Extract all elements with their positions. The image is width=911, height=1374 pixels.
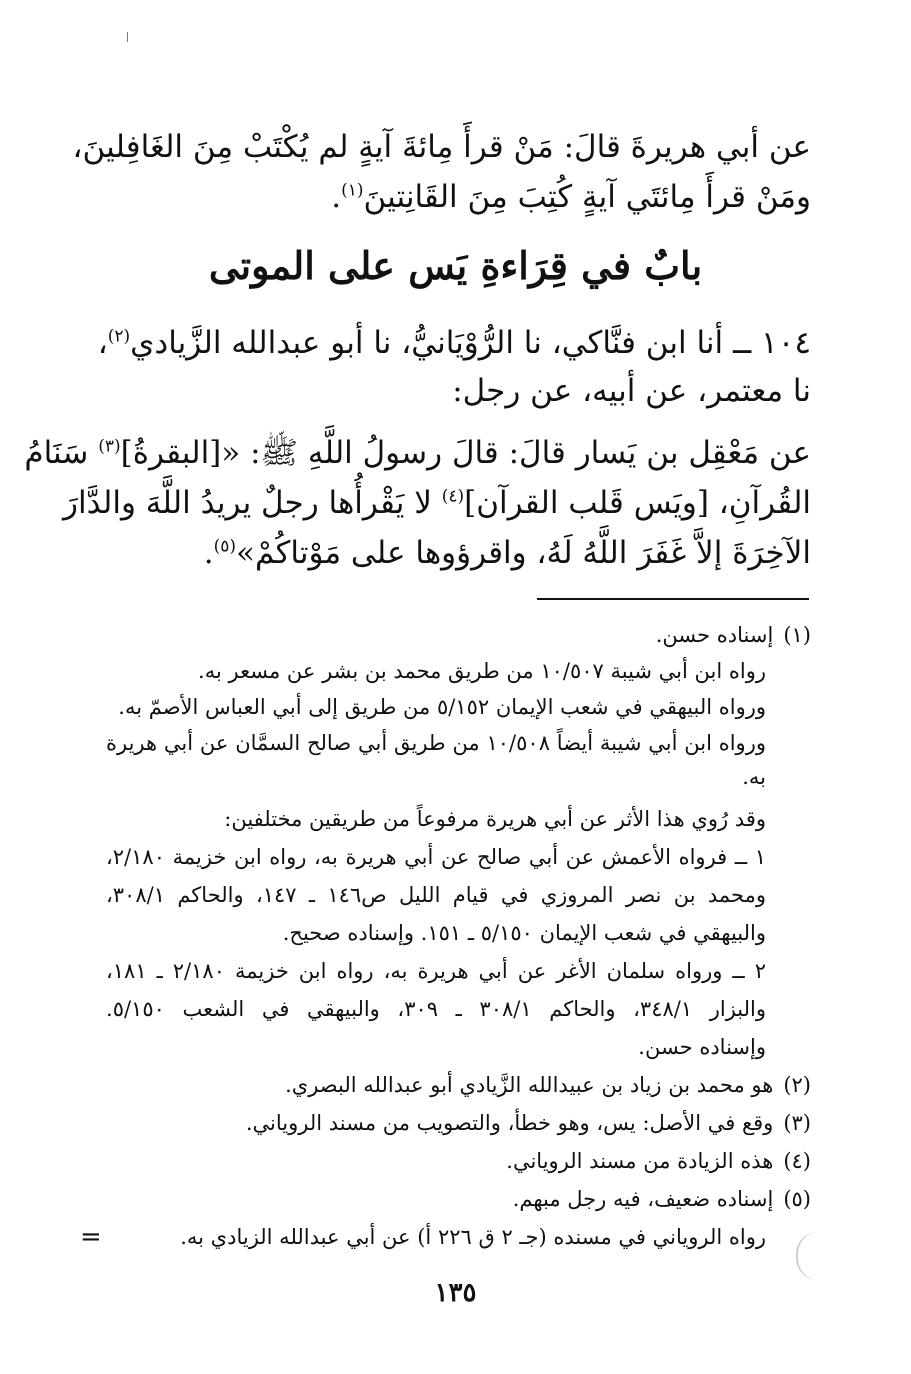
footnote-ref-1[interactable]: (١) bbox=[341, 180, 364, 201]
footnote-1-line: والبزار ٣٤٨/١، والحاكم ٣٠٨/١ ـ ٣٠٩، والبيهقي في الشعب ٥/١٥٠. bbox=[106, 997, 767, 1021]
footnote-ref-5[interactable]: (٥) bbox=[213, 536, 237, 557]
footnote-4 bbox=[106, 1146, 811, 1176]
chapter-heading: بابٌ في قِرَاءةِ يَس على الموتى bbox=[208, 243, 703, 288]
footnote-1-line: وقد رُوي هذا الأثر عن أبي هريرة مرفوعاً من طريقين مختلفين: bbox=[224, 807, 766, 831]
footnote-1-line: رواه ابن أبي شيبة ١٠/٥٠٧ من طريق محمد بن بشر عن مسعر به. bbox=[198, 659, 766, 683]
para3-line1-text-b: سَنَامُ bbox=[24, 435, 89, 471]
footnote-ref-4[interactable]: (٤) bbox=[441, 486, 465, 507]
footnote-1-line: والبيهقي في شعب الإيمان ٥/١٥٠ ـ ١٥١. وإسناده صحيح. bbox=[282, 921, 766, 945]
para2-line2 bbox=[106, 366, 811, 416]
footnote-1-line: ١ ــ فرواه الأعمش عن أبي صالح عن أبي هريرة به، رواه ابن خزيمة ٢/١٨٠، bbox=[106, 845, 766, 869]
para3-line3 bbox=[106, 528, 811, 578]
para1-line2 bbox=[106, 172, 811, 222]
para3-line3-end: . bbox=[203, 535, 214, 571]
para2-line1 bbox=[97, 318, 811, 368]
footnote-1-line: ورواه ابن أبي شيبة أيضاً ١٠/٥٠٨ من طريق أبي صالح السمَّان عن أبي هريرة bbox=[106, 731, 766, 755]
footnote-2-number: (٢) bbox=[783, 1073, 811, 1097]
para1-line1 bbox=[72, 122, 811, 172]
scan-tick-mark bbox=[127, 32, 128, 42]
footnote-1-number: (١) bbox=[783, 623, 811, 647]
footnote-1-line: وإسناده حسن. bbox=[638, 1035, 766, 1059]
footnote-2-text: هو محمد بن زياد بن عبيدالله الزَّيادي أبو عبدالله البصري. bbox=[285, 1073, 774, 1097]
para1-line1-text: عن أبي هريرةَ قالَ: مَنْ قرأَ مِائةَ آيةٍ لم يُكْتَبْ مِنَ الغَافِلينَ، bbox=[72, 129, 811, 165]
footnote-1-line: ورواه البيهقي في شعب الإيمان ٥/١٥٢ من طريق إلى أبي العباس الأصمّ به. bbox=[118, 695, 766, 719]
footnote-1-line: ٢ ــ ورواه سلمان الأغر عن أبي هريرة به، رواه ابن خزيمة ٢/١٨٠ ـ ١٨١، bbox=[106, 959, 766, 983]
para2-line2-text: نا معتمر، عن أبيه، عن رجل: bbox=[452, 373, 811, 409]
para3-line1-text-a: عن مَعْقِل بن يَسار قالَ: قالَ رسولُ اللَّهِ ﷺ: «[البقرةُ] bbox=[120, 435, 811, 471]
side-mark: = bbox=[80, 1222, 102, 1252]
para2-line1-end: ، bbox=[97, 325, 108, 361]
footnote-5-line2: رواه الروياني في مسنده (جـ ٢ ق ٢٢٦ أ) عن أبي عبدالله الزيادي به. bbox=[180, 1225, 766, 1249]
footnote-3 bbox=[106, 1108, 811, 1138]
footnote-divider bbox=[537, 598, 809, 600]
footnote-4-number: (٤) bbox=[783, 1149, 811, 1173]
para3-line2-text-b: لا يَقْرأُها رجلٌ يريدُ اللَّهَ والدَّارَ bbox=[63, 485, 432, 521]
footnote-1-line: به. bbox=[742, 765, 766, 789]
footnote-ref-3[interactable]: (٣) bbox=[98, 436, 121, 457]
footnote-3-text: وقع في الأصل: يس، وهو خطأ، والتصويب من مسند الروياني. bbox=[245, 1111, 774, 1135]
footnote-5-text: إسناده ضعيف، فيه رجل مبهم. bbox=[512, 1187, 774, 1211]
para3-line2-text-a: القُرآنِ، [ويَس قَلب القرآن] bbox=[464, 485, 811, 521]
footnote-1-text: إسناده حسن. bbox=[655, 623, 774, 647]
footnote-1-head bbox=[106, 620, 811, 650]
scan-bracket-mark bbox=[796, 1232, 824, 1280]
para3-line2 bbox=[63, 478, 811, 528]
footnote-ref-2[interactable]: (٢) bbox=[107, 326, 131, 347]
para1-line2-text: ومَنْ قرأَ مِائتَي آيةٍ كُتِبَ مِنَ القَانِتينَ bbox=[363, 179, 811, 215]
para2-line1-text: ١٠٤ ــ أنا ابن فنَّاكي، نا الرُّوْيَانيُّ، نا أبو عبدالله الزَّيادي bbox=[130, 325, 811, 361]
para3-line1 bbox=[24, 428, 811, 478]
para3-line3-text: الآخِرَةَ إلاَّ غَفَرَ اللَّهُ لَهُ، واقرؤوها على مَوْتاكُمْ» bbox=[236, 535, 811, 571]
para1-line2-end: . bbox=[331, 179, 342, 215]
footnote-3-number: (٣) bbox=[783, 1111, 811, 1135]
footnote-5 bbox=[106, 1184, 811, 1214]
footnote-1-line: ومحمد بن نصر المروزي في قيام الليل ص١٤٦ ـ ١٤٧، والحاكم ٣٠٨/١، bbox=[106, 883, 766, 907]
page-number: ١٣٥ bbox=[434, 1278, 477, 1308]
footnote-4-text: هذه الزيادة من مسند الروياني. bbox=[506, 1149, 774, 1173]
footnote-5-number: (٥) bbox=[783, 1187, 811, 1211]
footnote-2 bbox=[106, 1070, 811, 1100]
